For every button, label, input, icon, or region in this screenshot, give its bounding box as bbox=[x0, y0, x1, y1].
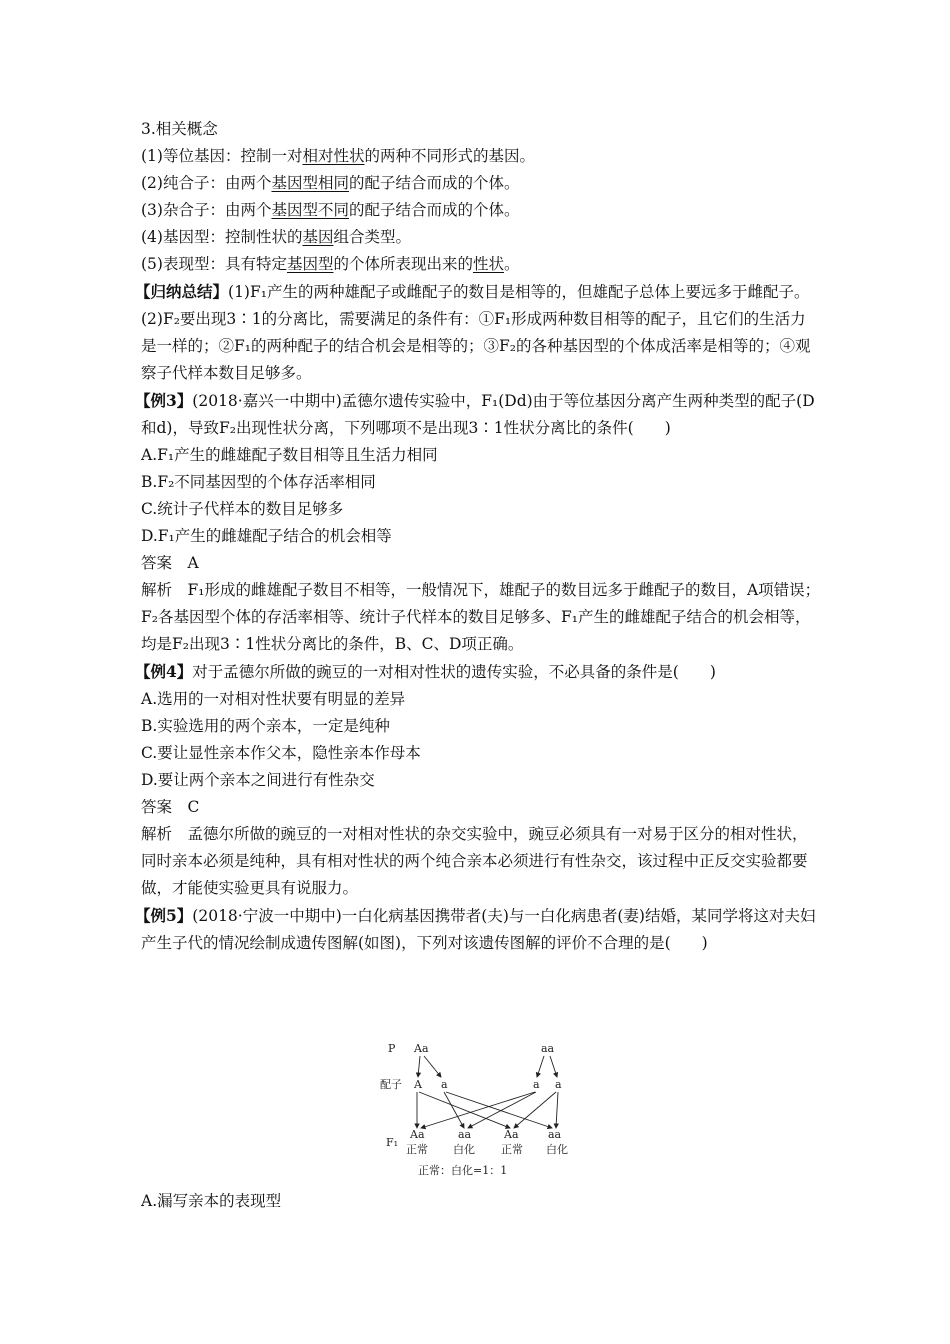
gamete-4: a bbox=[555, 1078, 562, 1091]
parent-2-genotype: aa bbox=[541, 1042, 555, 1055]
parent-arrows bbox=[418, 1056, 557, 1077]
example-4-option-a: A.选用的一对相对性状要有明显的差异 bbox=[141, 690, 406, 708]
example-3-option-a: A.F₁产生的雌雄配子数目相等且生活力相同 bbox=[141, 446, 438, 464]
phenotype-3: 正常 bbox=[501, 1143, 523, 1156]
example-5-option-a: A.漏写亲本的表现型 bbox=[141, 1192, 282, 1210]
summary-tag: 【归纳总结】 bbox=[135, 282, 229, 301]
document-body bbox=[135, 116, 821, 957]
example-3-answer: 答案 A bbox=[141, 554, 199, 572]
offspring-1: Aa bbox=[410, 1128, 425, 1141]
gamete-3: a bbox=[533, 1078, 540, 1091]
concept-item: (1)等位基因：控制一对相对性状的两种不同形式的基因。 bbox=[141, 147, 535, 165]
example-5-stem: 【例5】(2018·宁波一中期中)一白化病基因携带者(夫)与一白化病患者(妻)结婚，某同学将这对夫妇产生子代的情况绘制成遗传图解(如图)，下列对该遗传图解的评价不合理的是( ) bbox=[135, 906, 816, 952]
concept-item: (2)纯合子：由两个基因型相同的配子结合而成的个体。 bbox=[141, 174, 520, 192]
summary-paragraph-1: 【归纳总结】(1)F₁产生的两种雄配子或雌配子的数目是相等的，但雄配子总体上要远多于雌配子。 bbox=[135, 282, 810, 301]
section-heading: 3.相关概念 bbox=[141, 120, 218, 138]
offspring-3: Aa bbox=[504, 1128, 519, 1141]
phenotype-2: 白化 bbox=[453, 1143, 475, 1156]
inheritance-diagram bbox=[380, 1040, 580, 1180]
concept-item: (4)基因型：控制性状的基因组合类型。 bbox=[141, 228, 411, 246]
phenotype-4: 白化 bbox=[546, 1143, 568, 1156]
example-3-option-d: D.F₁产生的雌雄配子结合的机会相等 bbox=[141, 527, 392, 545]
concept-item: (3)杂合子：由两个基因型不同的配子结合而成的个体。 bbox=[141, 201, 520, 219]
example-4-answer: 答案 C bbox=[141, 798, 200, 816]
gamete-arrows bbox=[417, 1092, 558, 1128]
offspring-4: aa bbox=[548, 1128, 562, 1141]
gamete-1: A bbox=[414, 1078, 422, 1091]
summary-paragraph-2: (2)F₂要出现3∶1的分离比，需要满足的条件有：①F₁形成两种数目相等的配子，且它们的生活力是一样的；②F₁的两种配子的结合机会是相等的；③F₂的各种基因型的个体成活率是相等的；④观察子代样本数目足够多。 bbox=[141, 310, 811, 382]
example-4-analysis: 解析 孟德尔所做的豌豆的一对相对性状的杂交实验中，豌豆必须具有一对易于区分的相对性状，同时亲本必须是纯种，具有相对性状的两个纯合亲本必须进行有性杂交，该过程中正反交实验都要做，才能使实验更具有说服力。 bbox=[141, 825, 808, 897]
example-3-stem: 【例3】(2018·嘉兴一中期中)孟德尔遗传实验中，F₁(Dd)由于等位基因分离产生两种类型的配子(D和d)，导致F₂出现性状分离，下列哪项不是出现3∶1性状分离比的条件( ) bbox=[135, 391, 815, 437]
example-4-stem: 【例4】对于孟德尔所做的豌豆的一对相对性状的遗传实验，不必具备的条件是( ) bbox=[135, 662, 716, 681]
example-4-option-b: B.实验选用的两个亲本，一定是纯种 bbox=[141, 717, 390, 735]
example-4-option-c: C.要让显性亲本作父本，隐性亲本作母本 bbox=[141, 744, 421, 762]
example-3-option-c: C.统计子代样本的数目足够多 bbox=[141, 500, 344, 518]
row-label-gamete: 配子 bbox=[380, 1078, 402, 1091]
example-3-analysis: 解析 F₁形成的雌雄配子数目不相等，一般情况下，雄配子的数目远多于雌配子的数目，A项错误；F₂各基因型个体的存活率相等、统计子代样本的数目足够多、F₁产生的雌雄配子结合的机会相等，均是F₂出现3∶1性状分离比的条件，B、C、D项正确。 bbox=[141, 581, 821, 653]
parent-1-genotype: Aa bbox=[414, 1042, 429, 1055]
offspring-2: aa bbox=[458, 1128, 472, 1141]
example-3-option-b: B.F₂不同基因型的个体存活率相同 bbox=[141, 473, 376, 491]
example-3-tag: 【例3】 bbox=[135, 391, 193, 410]
phenotype-ratio: 正常：白化=1：1 bbox=[418, 1164, 508, 1177]
example-4-option-d: D.要让两个亲本之间进行有性杂交 bbox=[141, 771, 375, 789]
gamete-2: a bbox=[441, 1078, 448, 1091]
row-label-p: P bbox=[388, 1042, 396, 1055]
concept-item: (5)表现型：具有特定基因型的个体所表现出来的性状。 bbox=[141, 255, 520, 273]
row-label-f1: F₁ bbox=[386, 1136, 399, 1149]
phenotype-1: 正常 bbox=[406, 1143, 428, 1156]
example-5-tag: 【例5】 bbox=[135, 906, 193, 925]
example-4-tag: 【例4】 bbox=[135, 662, 193, 681]
